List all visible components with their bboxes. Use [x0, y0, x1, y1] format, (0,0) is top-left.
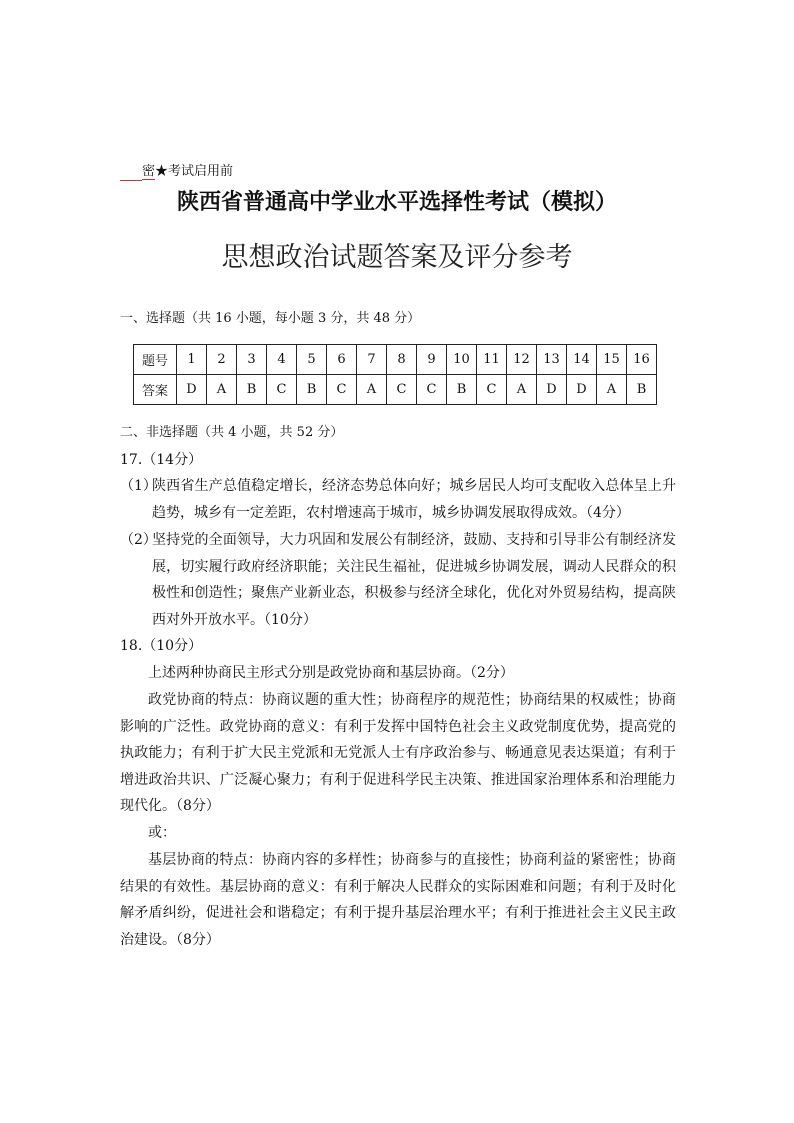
section-nonchoice-heading: 二、非选择题（共 4 小题，共 52 分）	[120, 425, 344, 440]
question-number-cell: 1	[177, 345, 207, 375]
item-label: （2）	[120, 532, 157, 548]
question-number-cell: 6	[327, 345, 357, 375]
question-number-cell: 8	[387, 345, 417, 375]
question-number-cell: 3	[237, 345, 267, 375]
answer-cell: A	[597, 375, 627, 405]
answer-subtitle: 思想政治试题答案及评分参考	[221, 242, 573, 273]
question-number-cell: 16	[627, 345, 657, 375]
answer-cell: C	[327, 375, 357, 405]
answer-cell: C	[477, 375, 507, 405]
answer-cell: A	[507, 375, 537, 405]
answer-cell: D	[537, 375, 567, 405]
answer-cell: A	[357, 375, 387, 405]
question-number-cell: 12	[507, 345, 537, 375]
answer-cell: C	[417, 375, 447, 405]
question-18-number: 18.（10分）	[120, 638, 203, 654]
question-17-answer-2	[120, 527, 676, 633]
answer-cell: D	[567, 375, 597, 405]
question-number-cell: 9	[417, 345, 447, 375]
row-label-question: 题号	[134, 345, 177, 375]
question-number-row	[134, 345, 657, 375]
question-number-cell: 7	[357, 345, 387, 375]
answer-table	[133, 344, 657, 405]
question-number-cell: 14	[567, 345, 597, 375]
secret-blank-line	[120, 166, 142, 181]
question-17-answer-1	[120, 473, 676, 526]
question-number-cell: 2	[207, 345, 237, 375]
question-18-or: 或：	[148, 825, 176, 841]
confidential-mark	[120, 163, 233, 181]
answer-cell: B	[447, 375, 477, 405]
answer-cell: C	[387, 375, 417, 405]
item-text: 坚持党的全面领导，大力巩固和发展公有制经济，鼓励、支持和引导非公有制经济发展，切实履行政府经济职能；关注民生福祉，促进城乡协调发展，调动人民群众的积极性和创造性；聚焦产业新业态，积极参与经济全球化，优化对外贸易结构，提高陕西对外开放水平。（10分）	[152, 532, 676, 628]
answer-row	[134, 375, 657, 405]
row-label-answer: 答案	[134, 375, 177, 405]
question-number-cell: 5	[297, 345, 327, 375]
answer-cell: D	[177, 375, 207, 405]
question-18-intro: 上述两种协商民主形式分别是政党协商和基层协商。（2分）	[148, 665, 514, 681]
answer-cell: B	[237, 375, 267, 405]
question-number-cell: 10	[447, 345, 477, 375]
question-number-cell: 11	[477, 345, 507, 375]
answer-cell: B	[627, 375, 657, 405]
section-choice-heading: 一、选择题（共 16 小题，每小题 3 分，共 48 分）	[120, 311, 421, 326]
answer-cell: C	[267, 375, 297, 405]
item-label: （1）	[120, 478, 157, 494]
secret-note: ★考试启用前	[155, 164, 234, 179]
question-number-cell: 15	[597, 345, 627, 375]
question-18-party-consultation: 政党协商的特点：协商议题的重大性；协商程序的规范性；协商结果的权威性；协商影响的广泛性。政党协商的意义：有利于发挥中国特色社会主义政党制度优势，提高党的执政能力；有利于扩大民主党派和无党派人士有序政治参与、畅通意见表达渠道；有利于增进政治共识、广泛凝心聚力；有利于促进科学民主决策、推进国家治理体系和治理能力现代化。（8分）	[120, 692, 676, 815]
secret-char: 密	[142, 164, 156, 179]
question-number-cell: 13	[537, 345, 567, 375]
question-18-grassroots-consultation: 基层协商的特点：协商内容的多样性；协商参与的直接性；协商利益的紧密性；协商结果的有效性。基层协商的意义：有利于解决人民群众的实际困难和问题；有利于及时化解矛盾纠纷，促进社会和谐稳定；有利于提升基层治理水平；有利于推进社会主义民主政治建设。（8分）	[120, 852, 676, 948]
item-text: 陕西省生产总值稳定增长，经济态势总体向好；城乡居民人均可支配收入总体呈上升趋势，城乡有一定差距，农村增速高于城市，城乡协调发展取得成效。（4分）	[152, 478, 676, 521]
exam-title: 陕西省普通高中学业水平选择性考试（模拟）	[176, 190, 617, 215]
question-17-number: 17.（14分）	[120, 452, 203, 468]
answer-cell: A	[207, 375, 237, 405]
question-number-cell: 4	[267, 345, 297, 375]
answer-cell: B	[297, 375, 327, 405]
